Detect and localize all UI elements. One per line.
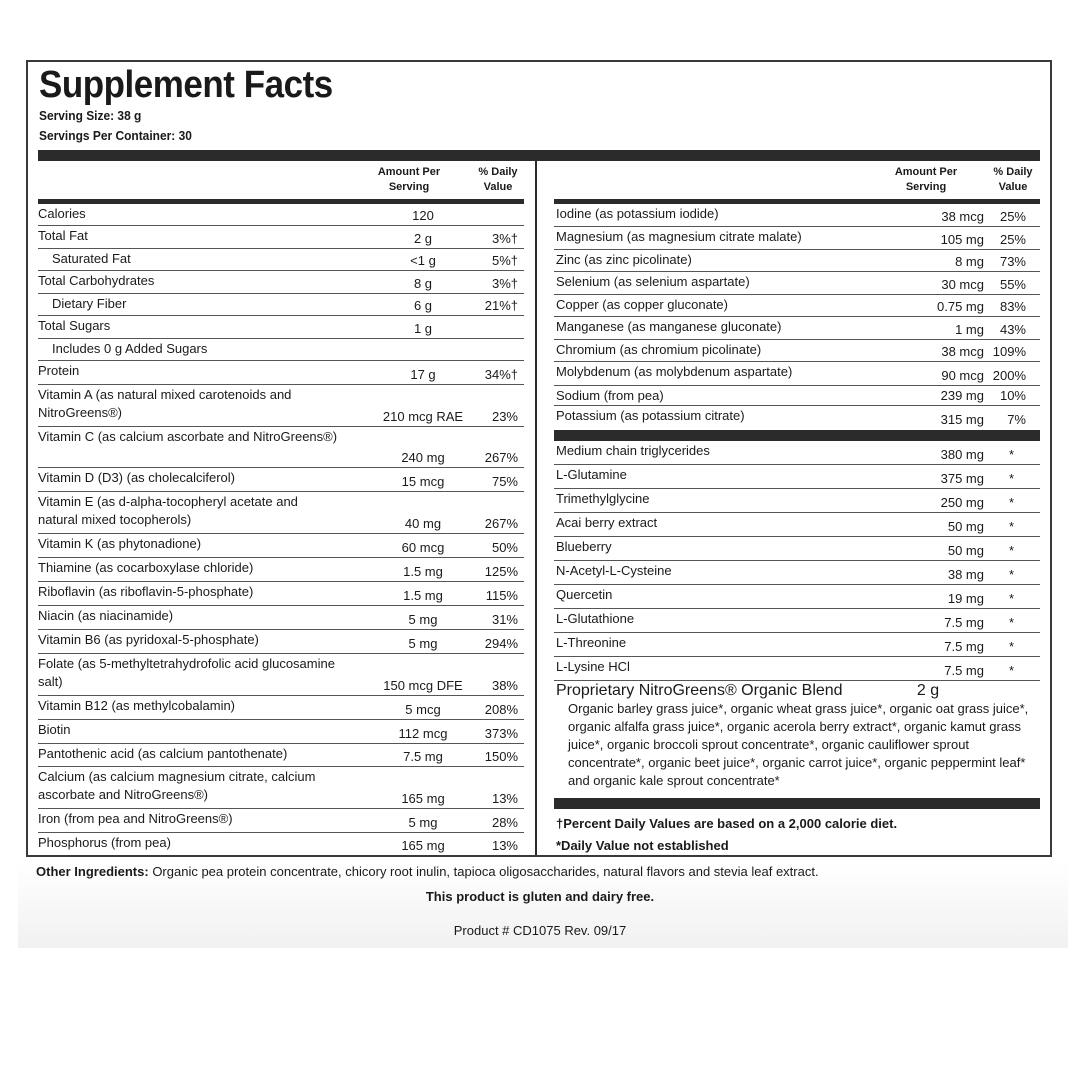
left-nutrient-name: Dietary Fiber [52, 296, 127, 311]
left-nutrient-row [38, 606, 524, 630]
product-number: Product # CD1075 Rev. 09/17 [453, 923, 627, 938]
serving-size: Serving Size: 38 g [39, 108, 142, 123]
gluten-dairy-note: This product is gluten and dairy free. [425, 889, 655, 904]
footnote-dv-not-established: *Daily Value not established [556, 838, 729, 853]
right-other-daily-value: * [1008, 567, 1014, 582]
left-nutrient-row [38, 630, 524, 654]
left-nutrient-daily-value: 3%† [491, 231, 518, 246]
right-mineral-amount: 8 mg [955, 254, 984, 269]
left-nutrient-daily-value: 50% [491, 540, 518, 555]
right-mineral-amount: 0.75 mg [937, 299, 984, 314]
right-other-name: Trimethylglycine [556, 491, 650, 506]
left-nutrient-row [38, 744, 524, 767]
left-nutrient-name: Riboflavin (as riboflavin-5-phosphate) [38, 584, 254, 599]
right-other-row [554, 633, 1040, 657]
right-bottom-bar [554, 798, 1040, 809]
blend-amount: 2 g [916, 682, 940, 699]
right-other-name: Blueberry [556, 539, 612, 554]
right-mineral-daily-value: 25% [999, 232, 1026, 247]
right-other-amount: 375 mg [940, 471, 984, 486]
right-mineral-row [554, 317, 1040, 340]
footnote-percent-dv: †Percent Daily Values are based on a 2,000 calorie diet. [556, 816, 898, 831]
left-nutrient-row [38, 720, 524, 744]
right-mineral-amount: 30 mcg [941, 277, 984, 292]
right-mineral-daily-value: 200% [992, 368, 1026, 383]
left-nutrient-row [38, 492, 524, 534]
right-other-daily-value: * [1008, 543, 1014, 558]
left-nutrient-name: Pantothenic acid (as calcium pantothenate) [38, 746, 288, 761]
right-mineral-row [554, 227, 1040, 250]
right-other-amount: 19 mg [947, 591, 984, 606]
right-other-daily-value: * [1008, 591, 1014, 606]
column-divider [535, 161, 537, 855]
right-mineral-name: Zinc (as zinc picolinate) [556, 252, 692, 267]
left-nutrient-name: Vitamin A (as natural mixed carotenoids and NitroGreens®) [38, 387, 292, 420]
right-other-daily-value: * [1008, 447, 1014, 462]
left-nutrient-row [38, 558, 524, 582]
right-other-row [554, 489, 1040, 513]
left-nutrient-name: Iron (from pea and NitroGreens®) [38, 811, 233, 826]
left-nutrient-row [38, 316, 524, 339]
left-nutrient-name: Vitamin E (as d-alpha-tocopheryl acetate and natural mixed tocopherols) [38, 494, 298, 527]
left-nutrient-amount: 40 mg [404, 516, 442, 531]
left-nutrient-daily-value: 150% [484, 749, 518, 764]
left-nutrient-amount: 1.5 mg [403, 564, 443, 579]
right-mineral-row [554, 204, 1040, 227]
left-nutrient-daily-value: 34%† [484, 367, 518, 382]
left-nutrient-daily-value: 28% [491, 815, 518, 830]
left-nutrient-daily-value: 208% [484, 702, 518, 717]
left-nutrient-amount: 210 mcg RAE [382, 409, 464, 424]
right-other-row [554, 441, 1040, 465]
right-other-amount: 7.5 mg [944, 663, 984, 678]
left-nutrient-name: Vitamin B12 (as methylcobalamin) [38, 698, 236, 713]
left-nutrient-name: Thiamine (as cocarboxylase chloride) [38, 560, 254, 575]
right-mineral-name: Manganese (as manganese gluconate) [556, 319, 782, 334]
left-nutrient-amount: 165 mg [401, 838, 445, 853]
left-nutrient-amount: 112 mcg [398, 726, 448, 741]
right-mineral-daily-value: 43% [999, 322, 1026, 337]
other-ingredients-text: Organic pea protein concentrate, chicory root inulin, tapioca oligosaccharides, natural flavors and stevia leaf extract. [152, 864, 819, 879]
right-other-name: L-Glutathione [556, 611, 635, 626]
left-dv-header: % Daily Value [478, 166, 518, 193]
left-nutrient-daily-value: 294% [484, 636, 518, 651]
left-amount-header: Amount Per Serving [377, 166, 441, 193]
left-nutrient-amount: 5 mg [408, 815, 438, 830]
blend-ingredients: Organic barley grass juice*, organic wheat grass juice*, organic oat grass juice*, organic alfalfa grass juice*, organic acerola berry extract*, organic kamut grass juice*, organic broccoli sprout concentrate*, organic cauliflower sprout concentrate*, organic beet juice*, organic carrot juice*, organic peppermint leaf* and organic kale sprout concentrate* [568, 701, 1029, 788]
servings-per-container: Servings Per Container: 30 [39, 128, 192, 143]
left-nutrient-amount: 5 mg [408, 612, 438, 627]
left-nutrient-row [38, 809, 524, 833]
left-nutrient-daily-value: 23% [491, 409, 518, 424]
right-mineral-daily-value: 83% [999, 299, 1026, 314]
left-nutrient-name: Phosphorus (from pea) [38, 835, 171, 850]
left-nutrient-daily-value: 31% [491, 612, 518, 627]
left-nutrient-row [38, 385, 524, 427]
left-nutrient-row [38, 226, 524, 249]
right-dv-header: % Daily Value [993, 166, 1033, 193]
right-mineral-amount: 239 mg [940, 388, 984, 403]
left-nutrient-amount: 165 mg [401, 791, 445, 806]
left-nutrient-row [38, 767, 524, 809]
left-nutrient-amount: 7.5 mg [403, 749, 443, 764]
top-divider-bar [38, 150, 1040, 161]
left-nutrient-row [38, 654, 524, 696]
right-mineral-row [554, 295, 1040, 317]
left-nutrient-name: Calories [38, 206, 86, 221]
right-mineral-name: Molybdenum (as molybdenum aspartate) [556, 364, 793, 379]
left-nutrient-row [38, 361, 524, 385]
left-nutrient-row [38, 271, 524, 294]
right-other-amount: 7.5 mg [944, 615, 984, 630]
right-mineral-row [554, 250, 1040, 272]
right-mineral-name: Magnesium (as magnesium citrate malate) [556, 229, 802, 244]
right-mineral-daily-value: 25% [999, 209, 1026, 224]
left-nutrient-name: Calcium (as calcium magnesium citrate, calcium ascorbate and NitroGreens®) [38, 769, 316, 802]
left-nutrient-row [38, 468, 524, 492]
left-nutrient-row [38, 696, 524, 720]
left-nutrient-name: Saturated Fat [52, 251, 131, 266]
left-nutrient-name: Vitamin K (as phytonadione) [38, 536, 202, 551]
right-mineral-amount: 90 mcg [941, 368, 984, 383]
left-nutrient-amount: 5 mg [408, 636, 438, 651]
right-mineral-row [554, 406, 1040, 429]
left-nutrient-amount: 15 mcg [401, 474, 445, 489]
right-other-amount: 250 mg [940, 495, 984, 510]
left-nutrient-row [38, 204, 524, 226]
left-nutrient-amount: 8 g [413, 276, 433, 291]
right-other-name: Quercetin [556, 587, 613, 602]
left-nutrient-daily-value: 267% [484, 450, 518, 465]
right-mineral-amount: 38 mcg [941, 344, 984, 359]
right-other-row [554, 465, 1040, 489]
left-nutrient-daily-value: 13% [491, 791, 518, 806]
right-mineral-daily-value: 55% [999, 277, 1026, 292]
left-nutrient-name: Total Carbohydrates [38, 273, 155, 288]
left-nutrient-name: Protein [38, 363, 80, 378]
left-nutrient-amount: 17 g [410, 367, 436, 382]
left-nutrient-daily-value: 38% [491, 678, 518, 693]
left-nutrient-name: Vitamin B6 (as pyridoxal-5-phosphate) [38, 632, 259, 647]
left-nutrient-name: Biotin [38, 722, 71, 737]
right-mineral-amount: 38 mcg [941, 209, 984, 224]
right-mineral-row [554, 272, 1040, 295]
supplement-facts-panel [26, 60, 1052, 857]
right-mineral-name: Copper (as copper gluconate) [556, 297, 728, 312]
right-other-daily-value: * [1008, 663, 1014, 678]
right-other-name: L-Glutamine [556, 467, 627, 482]
right-other-amount: 38 mg [947, 567, 984, 582]
right-mineral-name: Selenium (as selenium aspartate) [556, 274, 750, 289]
left-nutrient-amount: 150 mcg DFE [383, 678, 463, 693]
left-nutrient-row [38, 582, 524, 606]
right-mineral-name: Chromium (as chromium picolinate) [556, 342, 762, 357]
right-other-row [554, 657, 1040, 681]
left-nutrient-daily-value: 115% [485, 588, 518, 603]
right-other-row [554, 585, 1040, 609]
right-other-amount: 380 mg [940, 447, 984, 462]
left-nutrient-daily-value: 3%† [491, 276, 518, 291]
right-mid-bar [554, 430, 1040, 441]
left-nutrient-name: Total Fat [38, 228, 88, 243]
right-other-row [554, 561, 1040, 585]
left-nutrient-name: Vitamin C (as calcium ascorbate and NitroGreens®) [38, 429, 338, 444]
left-nutrient-amount: 1 g [413, 321, 433, 336]
left-nutrient-row [38, 427, 524, 468]
right-mineral-daily-value: 73% [999, 254, 1026, 269]
left-nutrient-daily-value: 267% [484, 516, 518, 531]
right-mineral-daily-value: 109% [992, 344, 1026, 359]
left-nutrient-row [38, 294, 524, 316]
left-nutrient-daily-value: 125% [484, 564, 518, 579]
left-nutrient-name: Folate (as 5-methyltetrahydrofolic acid glucosamine salt) [38, 656, 335, 689]
right-other-row [554, 537, 1040, 561]
left-nutrient-name: Vitamin D (D3) (as cholecalciferol) [38, 470, 235, 485]
blend-name: Proprietary NitroGreens® Organic Blend [556, 682, 843, 699]
right-other-amount: 50 mg [947, 519, 984, 534]
right-mineral-daily-value: 7% [1007, 412, 1026, 427]
left-nutrient-daily-value: 21%† [484, 298, 518, 313]
right-other-daily-value: * [1008, 615, 1014, 630]
other-ingredients-label: Other Ingredients: [36, 864, 149, 879]
right-other-name: Acai berry extract [556, 515, 658, 530]
left-nutrient-row [38, 833, 524, 855]
right-mineral-name: Sodium (from pea) [556, 388, 664, 403]
left-nutrient-amount: 120 [412, 208, 434, 223]
left-nutrient-row [38, 339, 524, 361]
right-other-name: L-Threonine [556, 635, 627, 650]
right-mineral-row [554, 386, 1040, 406]
right-other-daily-value: * [1008, 471, 1014, 486]
left-nutrient-amount: 60 mcg [401, 540, 445, 555]
left-nutrient-amount: <1 g [410, 253, 436, 268]
left-nutrient-amount: 240 mg [401, 450, 445, 465]
left-nutrient-name: Includes 0 g Added Sugars [52, 341, 208, 356]
right-mineral-amount: 105 mg [940, 232, 984, 247]
right-mineral-name: Iodine (as potassium iodide) [556, 206, 719, 221]
left-nutrient-amount: 6 g [413, 298, 433, 313]
right-mineral-row [554, 340, 1040, 362]
left-nutrient-daily-value: 5%† [491, 253, 518, 268]
right-other-row [554, 513, 1040, 537]
left-nutrient-amount: 2 g [413, 231, 433, 246]
left-nutrient-name: Total Sugars [38, 318, 111, 333]
right-other-amount: 7.5 mg [944, 639, 984, 654]
left-nutrient-name: Niacin (as niacinamide) [38, 608, 174, 623]
left-nutrient-amount: 5 mcg [405, 702, 441, 717]
other-ingredients [36, 864, 819, 879]
right-other-daily-value: * [1008, 495, 1014, 510]
right-other-daily-value: * [1008, 519, 1014, 534]
panel-title: Supplement Facts [39, 64, 333, 106]
right-mineral-amount: 315 mg [940, 412, 984, 427]
left-nutrient-row [38, 249, 524, 271]
left-nutrient-daily-value: 13% [491, 838, 518, 853]
right-other-name: L-Lysine HCl [556, 659, 630, 674]
left-nutrient-daily-value: 373% [484, 726, 518, 741]
left-nutrient-row [38, 534, 524, 558]
left-nutrient-amount: 1.5 mg [403, 588, 443, 603]
right-other-name: N-Acetyl-L-Cysteine [556, 563, 672, 578]
right-other-daily-value: * [1008, 639, 1014, 654]
right-amount-header: Amount Per Serving [894, 166, 958, 193]
right-mineral-row [554, 362, 1040, 386]
right-mineral-amount: 1 mg [955, 322, 984, 337]
right-other-row [554, 609, 1040, 633]
right-mineral-name: Potassium (as potassium citrate) [556, 408, 745, 423]
left-nutrient-daily-value: 75% [491, 474, 518, 489]
right-other-amount: 50 mg [947, 543, 984, 558]
right-mineral-daily-value: 10% [999, 388, 1026, 403]
right-other-name: Medium chain triglycerides [556, 443, 710, 458]
